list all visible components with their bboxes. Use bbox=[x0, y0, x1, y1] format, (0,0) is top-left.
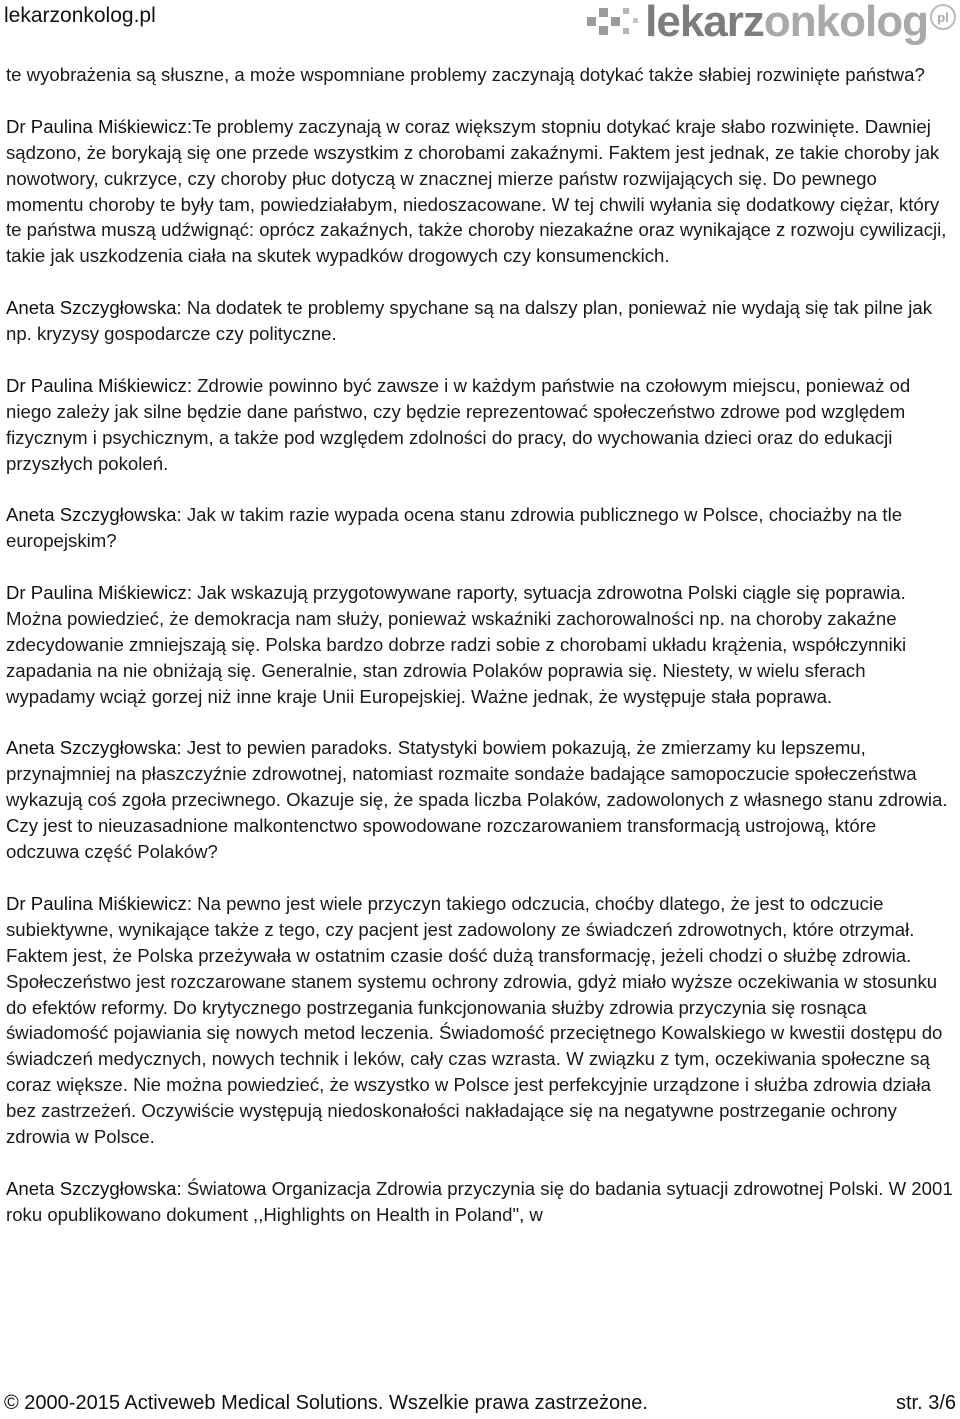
paragraph-text: Światowa Organizacja Zdrowia przyczynia się do badania sytuacji zdrowotnej Polski. W 2001 roku opublikowano dokument ,,Highlights on Health in Poland", w bbox=[6, 1177, 953, 1225]
speaker-label: Dr Paulina Miśkiewicz: bbox=[6, 115, 192, 137]
paragraph bbox=[6, 114, 954, 269]
paragraph-text: Na pewno jest wiele przyczyn takiego odczucia, choćby dlatego, że jest to odczucie subiektywne, wynikające także z tego, czy pacjent jest zadowolony ze świadczeń zdrowotnych, które otrzymał. Faktem jest, że Polska przeżywała w ostatnim czasie dość dużą transformację, jeżeli chodzi o służbę zdrowia. Społeczeństwo jest rozczarowane stanem systemu ochrony zdrowia, gdyż miało wyższe oczekiwania w stosunku do efektów reformy. Do krytycznego postrzegania funkcjonowania służby zdrowia przyczynia się rosnąca świadomość pojawiania się nowych metod leczenia. Świadomość przeciętnego Kowalskiego w kwestii dostępu do świadczeń medycznych, nowych technik i leków, cały czas wzrasta. W związku z tym, oczekiwania społeczne są coraz większe. Nie można powiedzieć, że wszystko w Polsce jest perfekcyjnie urządzone i służba zdrowia działa bez zastrzeżeń. Oczywiście występują niedoskonałości nakładające się na negatywne postrzeganie ochrony zdrowia w Polsce. bbox=[6, 892, 943, 1148]
speaker-label: Aneta Szczygłowska: bbox=[6, 1177, 182, 1199]
article-body bbox=[6, 62, 954, 1254]
paragraph-text: Jak w takim razie wypada ocena stanu zdrowia publicznego w Polsce, chociażby na tle europejskim? bbox=[6, 504, 903, 552]
paragraph bbox=[6, 891, 954, 1150]
page-footer bbox=[4, 1392, 956, 1415]
speaker-label: Dr Paulina Miśkiewicz: bbox=[6, 582, 192, 604]
paragraph bbox=[6, 580, 954, 710]
paragraph-text: Na dodatek te problemy spychane są na dalszy plan, ponieważ nie wydają się tak pilne jak np. kryzysy gospodarcze czy polityczne. bbox=[6, 297, 933, 345]
paragraph-text: Zdrowie powinno być zawsze i w każdym państwie na czołowym miejscu, ponieważ od niego zależy jak silne będzie dane państwo, czy będzie reprezentować społeczeństwo zdrowe pod względem fizycznym i psychicznym, a także pod względem zdolności do pracy, do wychowania dzieci oraz do edukacji przyszłych pokoleń. bbox=[6, 374, 911, 474]
speaker-label: Aneta Szczygłowska: bbox=[6, 297, 182, 319]
paragraph bbox=[6, 62, 954, 88]
logo-badge: pl bbox=[930, 4, 956, 30]
paragraph-text: Jak wskazują przygotowywane raporty, sytuacja zdrowotna Polski ciągle się poprawia. Można powiedzieć, że demokracja nam służy, ponieważ wskaźniki zachorowalności np. na choroby zakaźne zdecydowanie zmniejszają się. Polska bardzo dobrze radzi sobie z chorobami układu krążenia, współczynniki zapadania na nie obniżają się. Generalnie, stan zdrowia Polaków poprawia się. Niestety, w wielu sferach wypadamy wciąż gorzej niż inne kraje Unii Europejskiej. Ważne jednak, że występuje stała poprawa. bbox=[6, 582, 907, 707]
page-header bbox=[0, 0, 960, 56]
logo-part-2: onkolog bbox=[763, 0, 928, 46]
paragraph bbox=[6, 373, 954, 477]
paragraph-text: Te problemy zaczynają w coraz większym stopniu dotykać kraje słabo rozwinięte. Dawniej sądzono, że borykają się one przede wszystkim z chorobami zakaźnymi. Faktem jest jednak, ze takie choroby jak nowotwory, cukrzyce, czy choroby płuc dotyczą w znacznej mierze państw rozwijających się. Do pewnego momentu choroby te były tam, powiedziałabym, niedoszacowane. W tej chwili wyłania się dodatkowy ciężar, który te państwa muszą udźwignąć: oprócz zakaźnych, także choroby niezakaźne oraz wynikające z rozwoju cywilizacji, takie jak uszkodzenia ciała na skutek wypadków drogowych czy konsumenckich. bbox=[6, 115, 947, 267]
logo-wordmark bbox=[645, 0, 928, 44]
site-logo bbox=[585, 0, 956, 44]
paragraph bbox=[6, 1176, 954, 1228]
paragraph-text: Jest to pewien paradoks. Statystyki bowiem pokazują, że zmierzamy ku lepszemu, przynajmniej na płaszczyźnie zdrowotnej, natomiast rozmaite sondaże badające samopoczucie społeczeństwa wykazują coś zgoła przeciwnego. Okazuje się, że spada liczba Polaków, zadowolonych z własnego stanu zdrowia. Czy jest to nieuzasadnione malkontenctwo spowodowane rozczarowaniem transformacją ustrojową, które odczuwa część Polaków? bbox=[6, 737, 948, 863]
paragraph bbox=[6, 735, 954, 865]
speaker-label: Aneta Szczygłowska: bbox=[6, 504, 182, 526]
site-name: lekarzonkolog.pl bbox=[4, 4, 156, 27]
paragraph bbox=[6, 502, 954, 554]
copyright-text: © 2000-2015 Activeweb Medical Solutions. Wszelkie prawa zastrzeżone. bbox=[4, 1392, 648, 1414]
speaker-label: Aneta Szczygłowska: bbox=[6, 737, 182, 759]
page-number: str. 3/6 bbox=[895, 1392, 956, 1414]
logo-part-1: lekarz bbox=[645, 0, 764, 46]
speaker-label: Dr Paulina Miśkiewicz: bbox=[6, 892, 192, 914]
dots-icon bbox=[585, 4, 641, 40]
paragraph-text: te wyobrażenia są słuszne, a może wspomniane problemy zaczynają dotykać także słabiej rozwinięte państwa? bbox=[6, 64, 925, 85]
speaker-label: Dr Paulina Miśkiewicz: bbox=[6, 374, 192, 396]
paragraph bbox=[6, 295, 954, 347]
